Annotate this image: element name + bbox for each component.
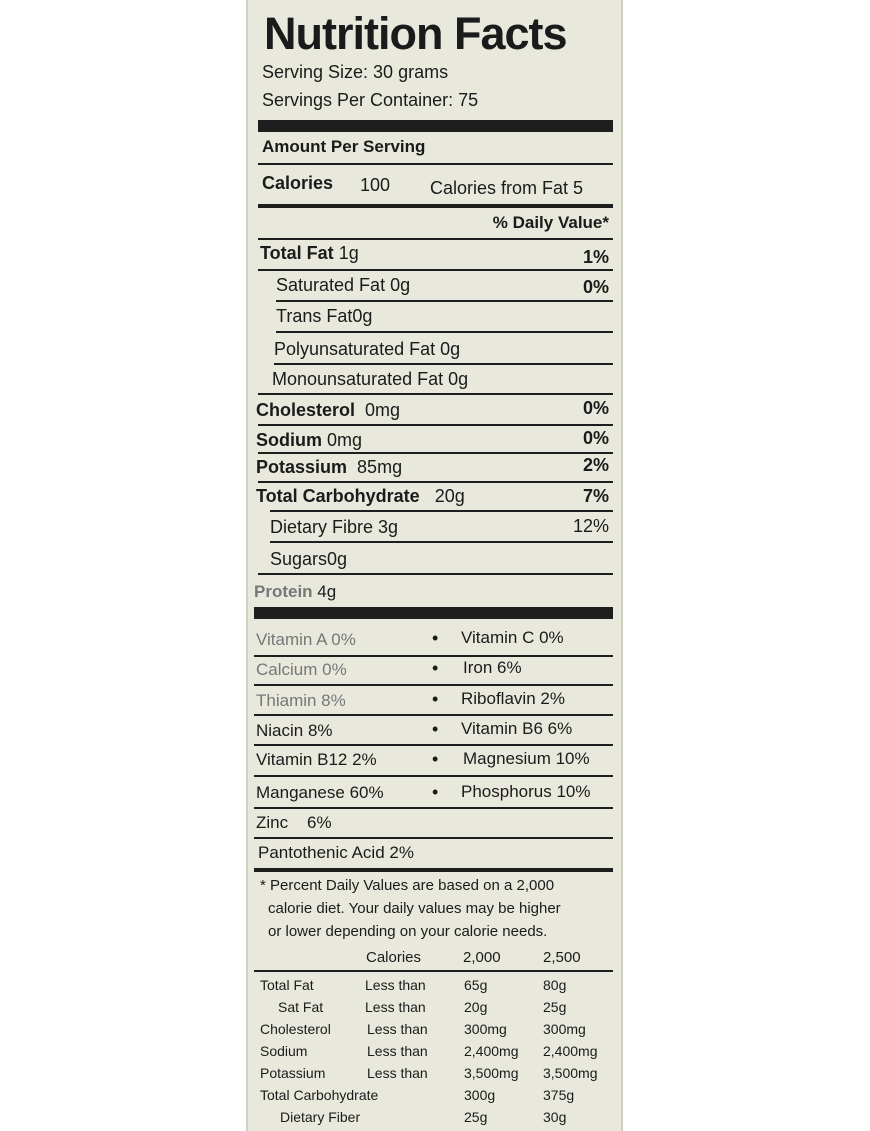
bullet: • (432, 628, 439, 648)
divider (276, 331, 613, 333)
vitamin-left: Zinc 6% (256, 813, 332, 832)
reference-header-2000: 2,000 (463, 949, 501, 966)
serving-size: Serving Size: 30 grams (262, 62, 449, 82)
reference-value-2000: 3,500mg (464, 1065, 519, 1081)
footnote-line: calorie diet. Your daily values may be higher (268, 900, 561, 917)
nutrient-name: Cholesterol (256, 400, 356, 420)
vitamin-right: Vitamin C 0% (461, 628, 564, 647)
nutrition-facts-label (246, 0, 623, 1131)
nutrient-dv: 0% (582, 428, 609, 448)
divider (254, 744, 613, 746)
nutrient-name: Sodium (256, 430, 322, 450)
nutrient-row-dietary-fibre (270, 517, 398, 538)
reference-name: Total Carbohydrate (260, 1087, 379, 1103)
nutrient-name: Monounsaturated Fat (272, 369, 444, 389)
nutrient-name: Sugars (270, 549, 328, 569)
nutrient-dv: 12% (572, 516, 609, 536)
reference-name: Sodium (260, 1043, 308, 1059)
vitamin-left: Calcium 0% (256, 660, 347, 679)
divider (254, 655, 613, 657)
vitamin-left: Vitamin B12 2% (256, 750, 377, 769)
label-title: Nutrition Facts (264, 8, 567, 59)
footnote-line: or lower depending on your calorie needs. (268, 923, 548, 940)
nutrient-amount: 4g (317, 582, 337, 601)
reference-value-2500: 2,400mg (543, 1043, 598, 1059)
nutrient-name: Saturated Fat (276, 275, 386, 295)
divider (258, 269, 613, 271)
vitamin-right: Iron 6% (463, 658, 522, 677)
calories-label: Calories (262, 173, 334, 193)
reference-value-2000: 300g (464, 1087, 496, 1103)
divider (254, 684, 613, 686)
nutrient-amount: 1g (338, 243, 359, 263)
divider (258, 238, 613, 240)
nutrient-row-polyunsaturated-fat (274, 339, 460, 360)
nutrient-name: Total Fat (260, 243, 334, 263)
reference-name: Dietary Fiber (280, 1109, 361, 1125)
reference-value-2000: 20g (464, 999, 488, 1015)
reference-qualifier: Less than (367, 1021, 428, 1037)
reference-header-calories: Calories (366, 949, 422, 966)
reference-value-2000: 300mg (464, 1021, 507, 1037)
nutrient-row-total-fat (260, 243, 359, 264)
nutrient-row-monounsaturated-fat (272, 369, 468, 390)
amount-per-serving: Amount Per Serving (262, 137, 426, 156)
divider (254, 775, 613, 777)
divider (270, 541, 613, 543)
divider (276, 300, 613, 302)
reference-qualifier: Less than (367, 1065, 428, 1081)
divider (258, 452, 613, 454)
nutrient-amount: 0g (448, 369, 469, 389)
bullet: • (432, 689, 439, 709)
vitamin-left: Niacin 8% (256, 721, 333, 740)
nutrient-dv: 7% (582, 486, 609, 506)
divider (258, 163, 613, 165)
reference-value-2000: 2,400mg (464, 1043, 519, 1059)
nutrient-row-saturated-fat (276, 275, 410, 296)
reference-name: Sat Fat (278, 999, 324, 1015)
nutrient-row-potassium (256, 457, 402, 478)
nutrient-name: Trans Fat (276, 306, 353, 326)
nutrient-amount: 20g (434, 486, 465, 506)
vitamin-left: Vitamin A 0% (256, 630, 356, 649)
servings-per-container: Servings Per Container: 75 (262, 90, 479, 110)
nutrient-amount: 0g (440, 339, 461, 359)
vitamin-left: Pantothenic Acid 2% (258, 843, 414, 862)
divider (254, 714, 613, 716)
nutrient-row-trans-fat (276, 306, 372, 327)
bullet: • (432, 719, 439, 739)
divider (254, 970, 613, 972)
divider (254, 807, 613, 809)
nutrient-name: Polyunsaturated Fat (274, 339, 436, 359)
reference-value-2000: 25g (464, 1109, 488, 1125)
nutrient-amount: 0g (352, 306, 373, 326)
vitamin-left: Thiamin 8% (256, 691, 346, 710)
reference-value-2500: 25g (543, 999, 567, 1015)
nutrient-row-protein (254, 582, 336, 602)
bullet: • (432, 749, 439, 769)
vitamin-right: Phosphorus 10% (461, 782, 591, 801)
vitamin-right: Magnesium 10% (463, 749, 590, 768)
nutrient-amount: 0mg (327, 430, 363, 450)
bullet: • (432, 658, 439, 678)
reference-value-2500: 80g (543, 977, 567, 993)
calories-from-fat: Calories from Fat 5 (430, 178, 584, 198)
divider (258, 393, 613, 395)
reference-value-2500: 300mg (543, 1021, 586, 1037)
bullet: • (432, 782, 439, 802)
nutrient-row-sugars (270, 549, 347, 570)
divider (258, 424, 613, 426)
nutrient-name: Protein (254, 582, 313, 601)
footnote-line: * Percent Daily Values are based on a 2,000 (260, 877, 555, 894)
vitamin-right: Vitamin B6 6% (461, 719, 573, 738)
reference-header-2500: 2,500 (543, 949, 581, 966)
thick-divider (258, 120, 613, 132)
daily-value-header: % Daily Value* (492, 213, 609, 232)
nutrient-dv: 0% (582, 398, 609, 418)
nutrient-dv: 2% (582, 455, 609, 475)
reference-qualifier: Less than (367, 1043, 428, 1059)
nutrient-dv: 1% (582, 247, 609, 267)
nutrient-amount: 85mg (357, 457, 403, 477)
reference-name: Cholesterol (260, 1021, 331, 1037)
reference-qualifier: Less than (365, 977, 426, 993)
divider (258, 481, 613, 483)
reference-value-2500: 3,500mg (543, 1065, 598, 1081)
nutrient-row-sodium (256, 430, 362, 451)
thick-divider (254, 607, 613, 619)
divider (274, 363, 613, 365)
reference-value-2500: 375g (543, 1087, 575, 1103)
nutrient-name: Potassium (256, 457, 348, 477)
nutrient-amount: 3g (378, 517, 399, 537)
reference-name: Total Fat (260, 977, 314, 993)
divider (254, 837, 613, 839)
nutrient-row-total-carbohydrate (256, 486, 465, 507)
medium-divider (254, 868, 613, 872)
nutrient-name: Dietary Fibre (270, 517, 374, 537)
medium-divider (258, 204, 613, 208)
reference-value-2000: 65g (464, 977, 488, 993)
reference-qualifier: Less than (365, 999, 426, 1015)
divider (270, 510, 613, 512)
nutrient-name: Total Carbohydrate (256, 486, 420, 506)
reference-name: Potassium (260, 1065, 326, 1081)
reference-value-2500: 30g (543, 1109, 567, 1125)
divider (258, 573, 613, 575)
vitamin-right: Riboflavin 2% (461, 689, 565, 708)
nutrient-amount: 0g (390, 275, 411, 295)
nutrient-amount: 0g (327, 549, 348, 569)
nutrient-row-cholesterol (256, 400, 400, 421)
vitamin-left: Manganese 60% (256, 783, 384, 802)
nutrient-dv: 0% (582, 277, 609, 297)
nutrient-amount: 0mg (365, 400, 401, 420)
calories-value: 100 (360, 175, 391, 195)
